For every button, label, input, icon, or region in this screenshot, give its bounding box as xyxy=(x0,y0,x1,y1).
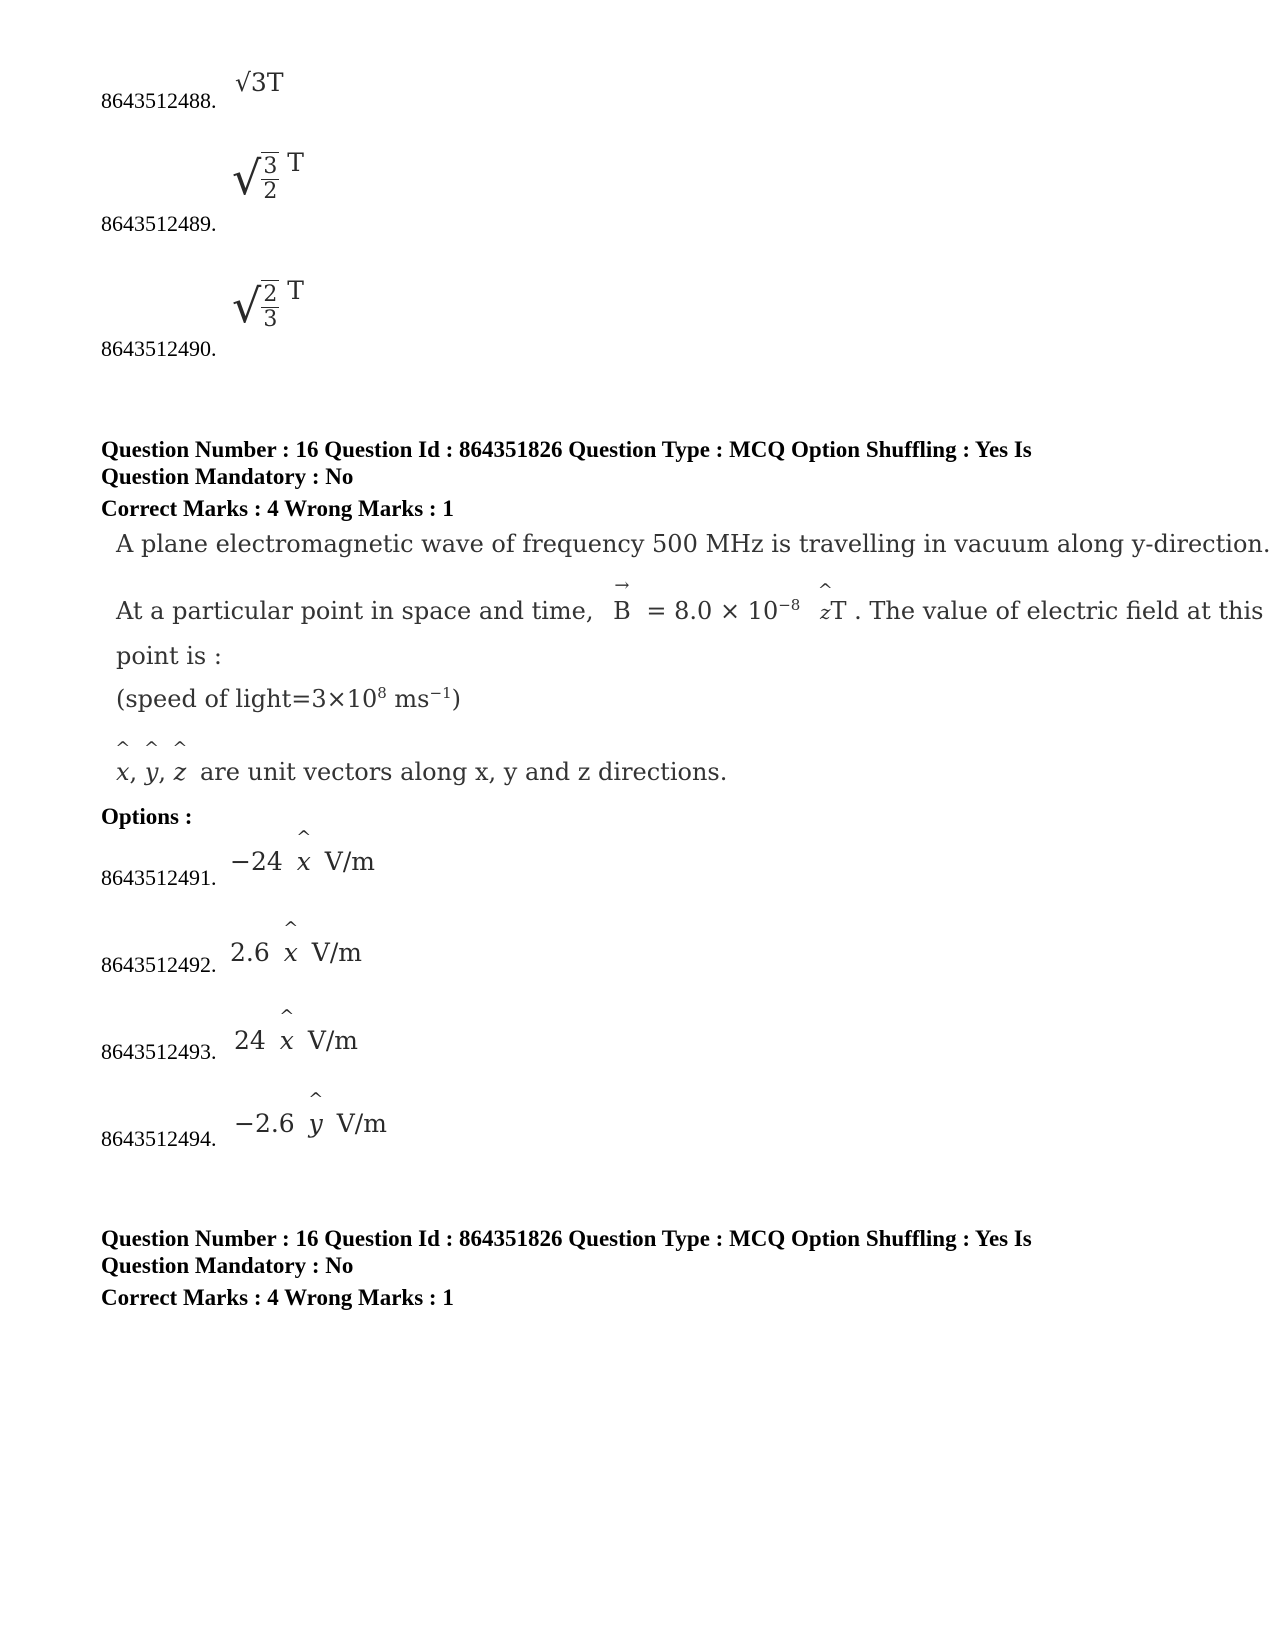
option-id: 8643512493. xyxy=(101,1039,217,1064)
option-unit: V/m xyxy=(311,938,362,967)
option-coefficient: 24 xyxy=(234,1026,266,1055)
question-line-2 xyxy=(116,596,1263,625)
option-value xyxy=(234,1026,358,1055)
options-label: Options : xyxy=(101,804,193,829)
unit-vector: ^ y xyxy=(309,1109,323,1138)
option-value xyxy=(230,938,362,967)
question-mandatory: Question Mandatory : No xyxy=(101,464,354,489)
fraction-denominator: 3 xyxy=(263,307,278,332)
option-id: 8643512494. xyxy=(101,1126,217,1151)
option-unit: V/m xyxy=(307,1026,359,1055)
exponent: −8 xyxy=(778,596,801,614)
unit: T xyxy=(287,276,304,305)
question-text: = 8.0 × 10 xyxy=(646,597,779,625)
unit-vector: ^ x xyxy=(297,847,311,876)
question-header: Question Number : 16 Question Id : 864351826 Question Type : MCQ Option Shuffling : Yes Is xyxy=(101,1226,1032,1251)
option-coefficient: −2.6 xyxy=(234,1109,295,1138)
question-line-4 xyxy=(116,684,461,713)
question-line-3: point is : xyxy=(116,642,222,670)
unit-vector-z: ^ z xyxy=(820,600,831,624)
question-text: ms xyxy=(386,685,430,713)
option-id: 8643512491. xyxy=(101,865,217,890)
option-value xyxy=(234,1109,387,1138)
question-text: are unit vectors along x, y and z directions. xyxy=(199,758,728,786)
option-value xyxy=(230,847,375,876)
question-line-5: ^ x, ^ y, ^ z are unit vectors along x, y and z directions. xyxy=(116,758,727,786)
question-line-1: A plane electromagnetic wave of frequency 500 MHz is travelling in vacuum along y-direction. xyxy=(116,530,1271,558)
option-id: 8643512488. xyxy=(101,88,217,113)
unit: T xyxy=(287,148,304,177)
exponent: 8 xyxy=(377,684,387,702)
question-text: T . The value of electric field at this xyxy=(830,597,1264,625)
option-coefficient: 2.6 xyxy=(230,938,270,967)
unit-vector-x: ^ x xyxy=(116,758,130,786)
fraction-numerator: 2 xyxy=(263,282,278,307)
option-value: √ $\frac{2}{3}$ T xyxy=(232,276,304,333)
unit-vector-y: ^ y xyxy=(145,758,159,786)
unit-vector: ^ x xyxy=(284,938,298,967)
question-text: (speed of light=3×10 xyxy=(116,685,378,713)
option-id: 8643512490. xyxy=(101,336,217,361)
option-coefficient: −24 xyxy=(230,847,283,876)
exponent: −1 xyxy=(429,684,452,702)
question-marks: Correct Marks : 4 Wrong Marks : 1 xyxy=(101,496,454,521)
fraction-denominator: 2 xyxy=(263,179,278,204)
unit-vector-z: ^ z xyxy=(174,758,187,786)
option-value: √ $\frac{3}{2}$ T xyxy=(232,148,304,205)
option-value: √3T xyxy=(235,68,284,97)
question-mandatory: Question Mandatory : No xyxy=(101,1253,354,1278)
question-text: ) xyxy=(451,685,461,713)
question-text: At a particular point in space and time, xyxy=(116,597,594,625)
option-id: 8643512492. xyxy=(101,952,217,977)
unit-vector: ^ x xyxy=(280,1026,294,1055)
option-unit: V/m xyxy=(336,1109,387,1138)
question-marks: Correct Marks : 4 Wrong Marks : 1 xyxy=(101,1285,454,1310)
vector-b: → B xyxy=(613,597,631,625)
option-unit: V/m xyxy=(324,847,375,876)
fraction-numerator: 3 xyxy=(263,154,278,179)
option-id: 8643512489. xyxy=(101,211,217,236)
question-header: Question Number : 16 Question Id : 864351826 Question Type : MCQ Option Shuffling : Yes Is xyxy=(101,437,1032,462)
